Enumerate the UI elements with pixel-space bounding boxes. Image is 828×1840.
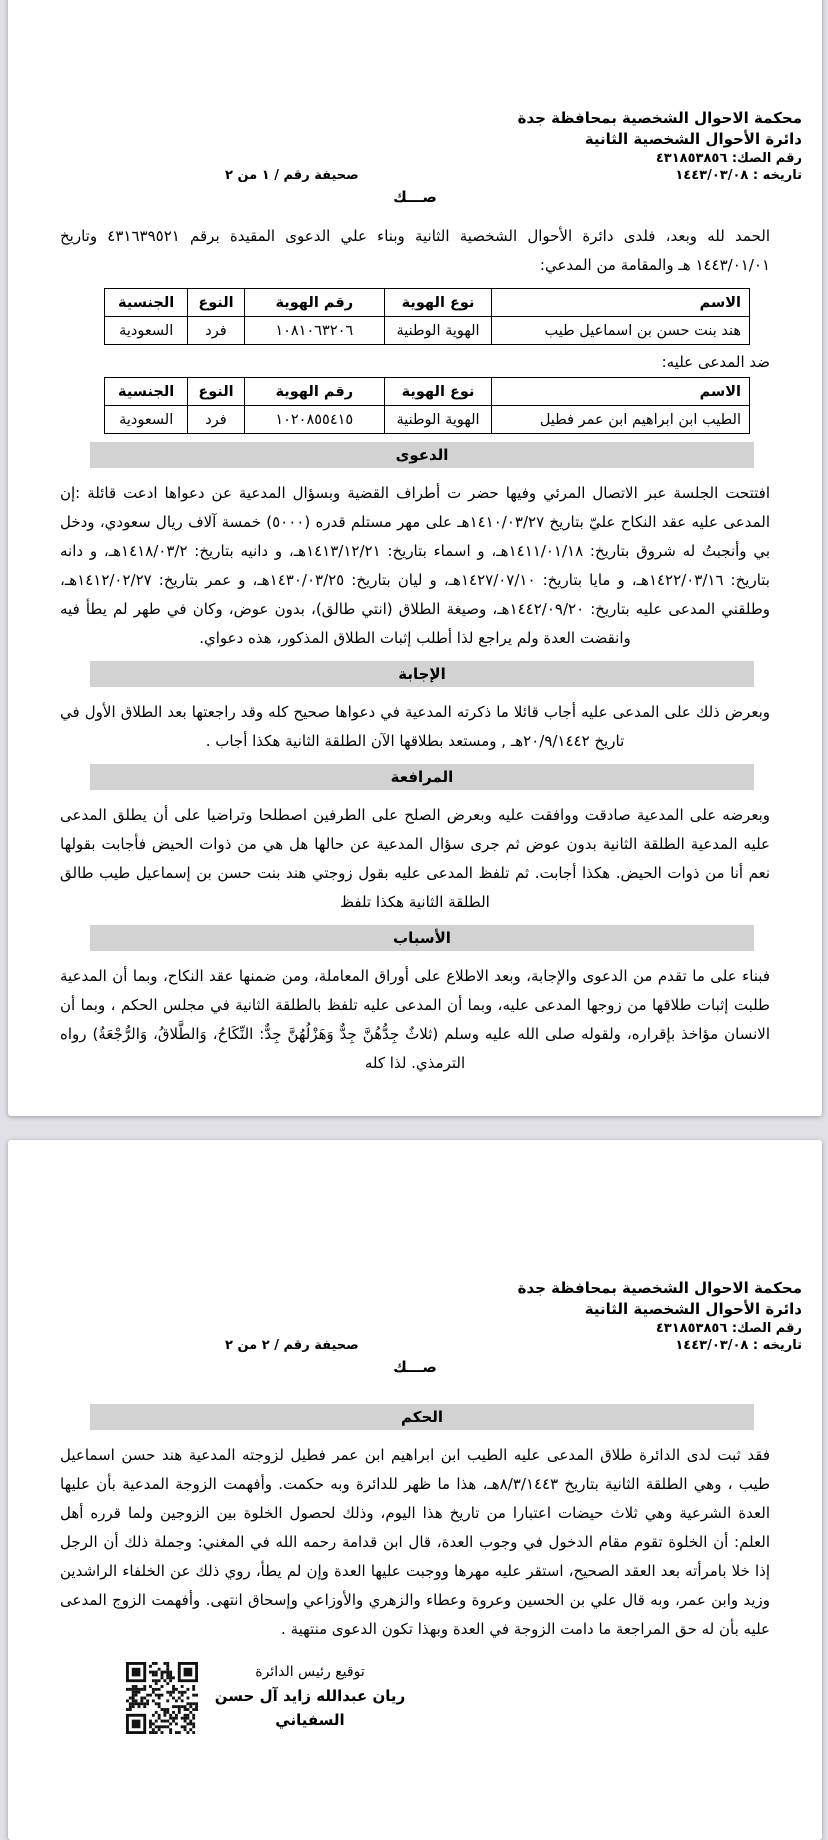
deed-title: صـــك [393,188,437,206]
signature-caption: توقيع رئيس الدائرة [255,1664,365,1680]
deed-number-label: رقم الصك: [731,1321,802,1336]
signature-text [200,1660,420,1732]
defendant-type: فرد [188,406,244,434]
judge-surname: السفياني [275,1711,345,1729]
col-nationality: الجنسية [105,289,188,317]
plaintiff-table [104,288,750,345]
plaintiff-name: هند بنت حسن بن اسماعيل طيب [492,317,750,345]
col-name: الاسم [492,378,750,406]
col-id-number: رقم الهوية [244,378,384,406]
plaintiff-nationality: السعودية [105,317,188,345]
defendant-table [104,377,750,434]
col-nationality: الجنسية [105,378,188,406]
judge-name: ريان عبدالله زايد آل حسن [214,1687,406,1705]
deed-number-label: رقم الصك: [731,151,802,166]
page-header [60,108,802,184]
col-id-number: رقم الهوية [244,289,384,317]
page-header [60,1278,802,1354]
deed-date-label: تاريخه : [752,1338,802,1353]
deed-date-line [60,167,802,184]
deed-date-line [60,1337,802,1354]
court-name: محكمة الاحوال الشخصية بمحافظة جدة [517,1279,802,1297]
deed-date-label: تاريخه : [752,168,802,183]
claim-text: افتتحت الجلسة عبر الاتصال المرئي وفيها حضر ت أطراف القضية وبسؤال المدعية عن دعواها ادعت قائلة :إن المدعى عليه عقد النكاح عليّ بتاريخ ١٤١٠/٠٣/٢٧هـ على مهر مستلم قدره (٥٠٠٠) خمسة آلاف ريال سعودي، ودخل بي وأنجبتُ له شروق بتاريخ: ١٤١١/٠١/١٨هـ، و اسماء بتاريخ: ١٤١٣/١٢/٢١هـ، و دانيه بتاريخ: ١٤١٨/٠٣/٢هـ، و دانه بتاريخ: ١٤٢٢/٠٣/١٦هـ، و مايا بتاريخ: ١٤٢٧/٠٧/١٠هـ، و ليان بتاريخ: ١٤٣٠/٠٣/٢٥هـ، و عمر بتاريخ: ١٤١٢/٠٢/٢٧هـ، وطلقني المدعى عليه بتاريخ: ١٤٤٢/٠٩/٢٠هـ، وصيغة الطلاق (انتي طالق)، بدون عوض، وكان في طهر لم يطأ فيه وانقضت العدة ولم يراجع لذا أطلب إثبات الطلاق المذكور، هذه دعواي. [60,484,771,647]
defendant-id-type: الهوية الوطنية [384,406,491,434]
deed-date-value: ١٤٤٣/٠٣/٠٨ [675,168,749,183]
plaintiff-type: فرد [188,317,244,345]
deed-number-value: ٤٣١٨٥٣٨٥٦ [655,1321,728,1336]
plaintiff-id-number: ١٠٨١٠٦٣٢٠٦ [244,317,384,345]
circuit-name: دائرة الأحوال الشخصية الثانية [584,1300,802,1318]
section-header-claim: الدعوى [90,442,754,468]
deed-number-line [60,150,802,167]
section-header-pleading: المرافعة [90,764,754,790]
deed-page-1 [8,0,822,1116]
defendant-name: الطيب ابن ابراهيم ابن عمر فطيل [492,406,750,434]
defendant-nationality: السعودية [105,406,188,434]
col-name: الاسم [492,289,750,317]
circuit-name: دائرة الأحوال الشخصية الثانية [584,130,802,148]
defendant-id-number: ١٠٢٠٨٥٥٤١٥ [244,406,384,434]
versus-label: ضد المدعى عليه: [661,353,770,371]
qr-code [126,1662,198,1734]
reasons-text: فبناء على ما تقدم من الدعوى والإجابة، وبعد الاطلاع على أوراق المعاملة، ومن ضمنها عقد النكاح، وبما أن المدعية طلبت إثبات طلاقها من زوجها المدعى عليه، وبما أن المدعى عليه تلفظ بالطلقة الثانية في مجلس الحكم ، وبما أن الانسان مؤاخذ بإقراره، ولقوله صلى الله عليه وسلم (ثلاثٌ جِدُّهُنَّ جِدٌّ وَهَزْلُهُنَّ جِدٌّ: النِّكَاحُ، وَالطَّلاقُ، وَالرُّجْعَةُ) رواه الترمذي. لذا كله [60,967,770,1072]
section-header-reasons: الأسباب [90,925,754,951]
deed-number-value: ٤٣١٨٥٣٨٥٦ [655,151,728,166]
table-header-row [105,289,750,317]
deed-title: صـــك [393,1358,437,1376]
plaintiff-row [105,317,750,345]
section-header-ruling: الحكم [90,1404,754,1430]
answer-text: وبعرض ذلك على المدعى عليه أجاب قائلا ما ذكرته المدعية في دعواها صحيح كله وقد راجعتها بعد الطلاق الأول في تاريخ ٢٠/٩/١٤٤٢هـ , ومستعد بطلاقها الآن الطلقة الثانية هكذا أجاب . [60,703,770,750]
deed-page-2 [8,1140,822,1840]
plaintiff-id-type: الهوية الوطنية [384,317,491,345]
deed-date-value: ١٤٤٣/٠٣/٠٨ [675,1338,749,1353]
col-type: النوع [188,289,244,317]
court-name: محكمة الاحوال الشخصية بمحافظة جدة [517,109,802,127]
defendant-row [105,406,750,434]
section-header-answer: الإجابة [90,661,754,687]
ruling-text: فقد ثبت لدى الدائرة طلاق المدعى عليه الطيب ابن ابراهيم ابن عمر فطيل لزوجته المدعية هند حسن اسماعيل طيب ، وهي الطلقة الثانية بتاريخ ٨/٣/١٤٤٣هـ، هذا ما ظهر للدائرة وبه حكمت. وأفهمت الزوجة المدعية بأن عليها العدة الشرعية وهي ثلاث حيضات اعتبارا من تاريخ هذا اليوم، وذلك لحصول الخلوة بين الزوجين ولما قرره أهل العلم: أن الخلوة تقوم مقام الدخول في وجوب العدة، قال ابن قدامة رحمه الله في المغني: وجملة ذلك أن الرجل إذا خلا بامرأته بعد العقد الصحيح، استقر عليه مهرها ووجبت عليها العدة وإن لم يطأ، روي ذلك عن الخلفاء الراشدين وزيد وابن عمر، وبه قال علي بن الحسين وعروة وعطاء والزهري والأوزاعي وإسحاق انتهى. وأفهمت الزوج المدعى عليه بأن له حق المراجعة ما دامت الزوجة في العدة وبهذا تكون الدعوى منتهية . [60,1446,771,1638]
col-id-type: نوع الهوية [384,378,491,406]
intro-paragraph: الحمد لله وبعد، فلدى دائرة الأحوال الشخصية الثانية وبناء علي الدعوى المقيدة برقم ٤٣١٦٣٩٥٢١ وتاريخ ١٤٤٣/٠١/٠١ هـ والمقامة من المدعي: [60,227,770,274]
table-header-row [105,378,750,406]
page-number-label: صحيفة رقم / ١ من ٢ [225,168,359,183]
col-type: النوع [188,378,244,406]
signature-block [60,1660,770,1790]
deed-number-line [60,1320,802,1337]
page-number-label: صحيفة رقم / ٢ من ٢ [225,1338,359,1353]
col-id-type: نوع الهوية [384,289,491,317]
pleading-text: وبعرضه على المدعية صادقت ووافقت عليه وبعرض الصلح على الطرفين اصطلحا وتراضيا على أن يطلق المدعى عليه المدعية الطلقة الثانية بدون عوض ثم جرى سؤال المدعية عن حالها هل هي من ذوات الحيض فأجابت بقولها نعم أنا من ذوات الحيض. هكذا أجابت. ثم تلفظ المدعى عليه بقول زوجتي هند بنت حسن بن إسماعيل طيب طالق الطلقة الثانية هكذا تلفظ [60,806,770,911]
